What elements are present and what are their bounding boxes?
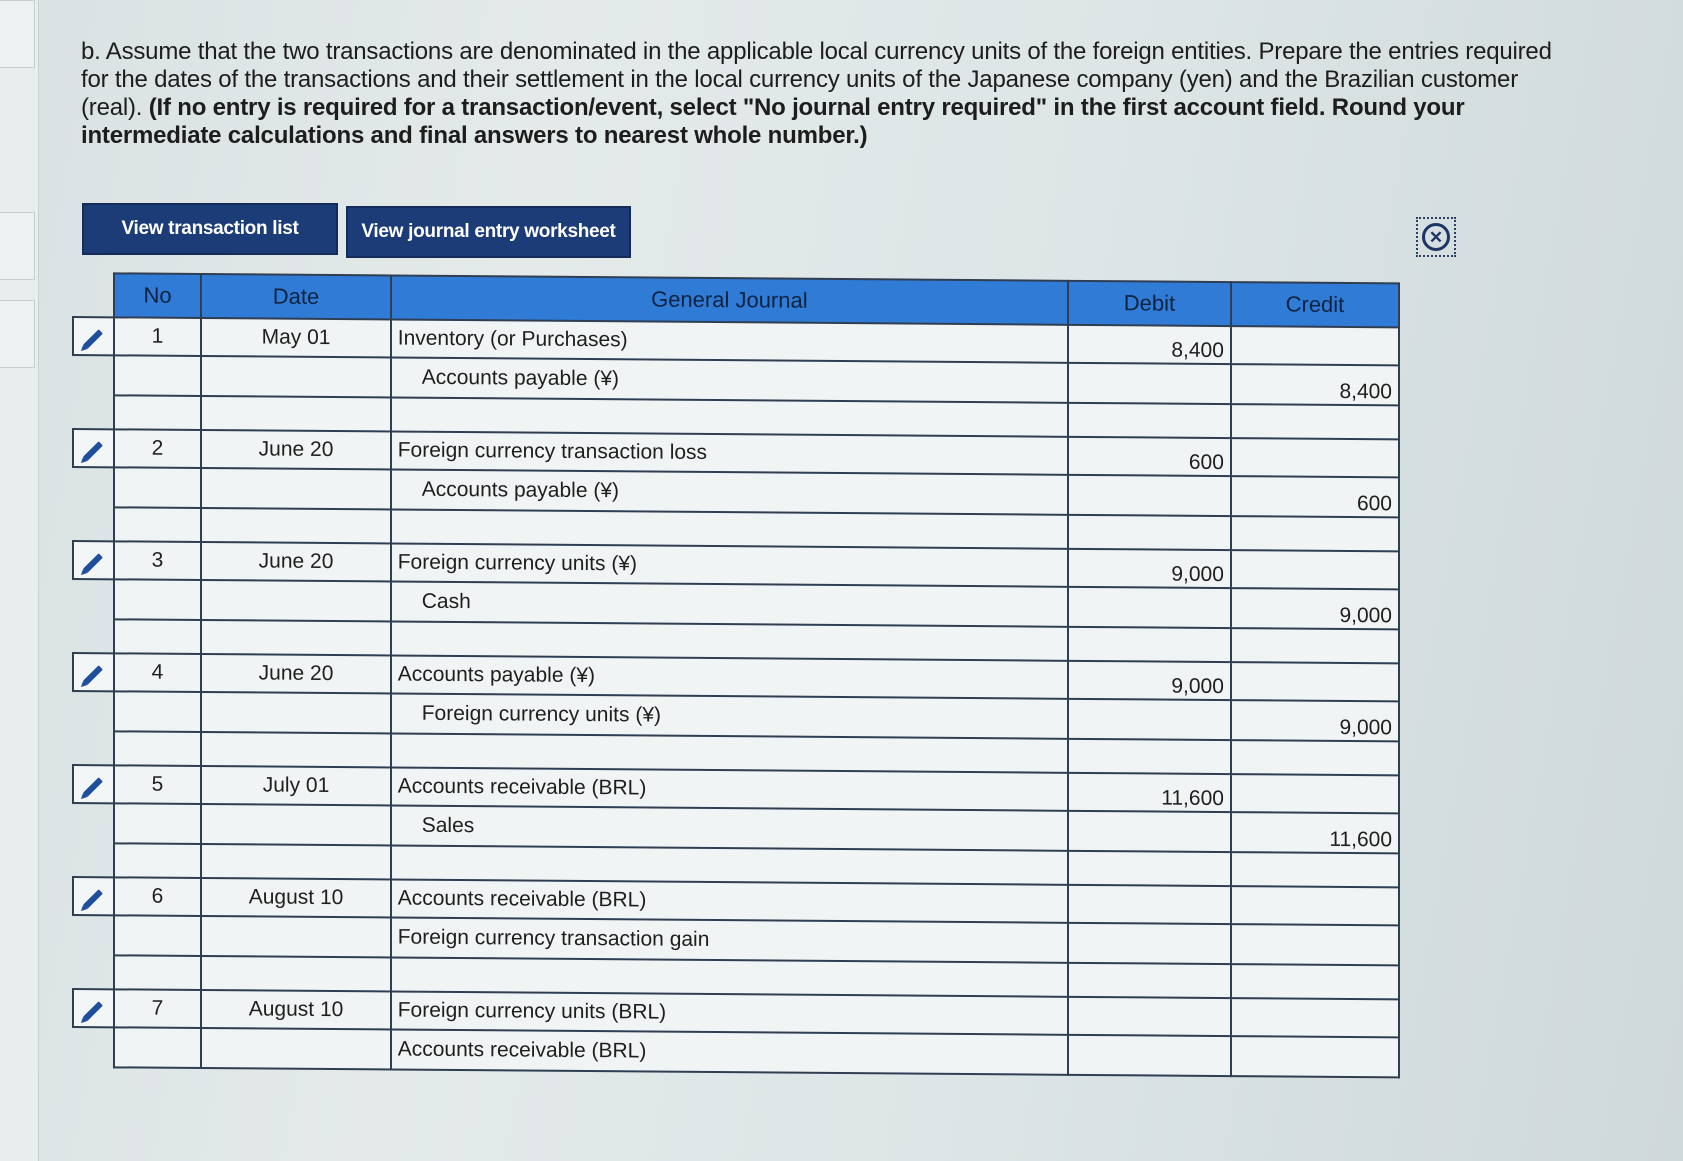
entry-number-empty bbox=[114, 915, 202, 956]
edit-spacer bbox=[73, 395, 114, 429]
blank-cell bbox=[114, 507, 202, 542]
close-button[interactable] bbox=[1416, 217, 1456, 257]
blank-cell bbox=[1068, 403, 1231, 438]
entry-date-empty bbox=[201, 1028, 390, 1069]
account-field[interactable]: Accounts receivable (BRL) bbox=[391, 768, 1068, 811]
entry-number: 5 bbox=[114, 765, 202, 804]
account-field[interactable]: Inventory (or Purchases) bbox=[391, 320, 1068, 363]
credit-field[interactable] bbox=[1231, 924, 1399, 965]
edit-entry-button[interactable] bbox=[73, 541, 114, 579]
blank-cell bbox=[114, 843, 202, 878]
left-panel-tab[interactable] bbox=[0, 212, 35, 280]
blank-cell bbox=[114, 619, 202, 654]
left-panel-tab[interactable] bbox=[0, 0, 35, 68]
header-no: No bbox=[114, 273, 202, 318]
edit-entry-button[interactable] bbox=[73, 317, 114, 355]
blank-cell bbox=[391, 398, 1068, 437]
pencil-icon bbox=[83, 889, 103, 909]
entry-date-empty bbox=[201, 804, 390, 845]
edit-spacer bbox=[73, 507, 114, 541]
view-transaction-list-button[interactable]: View transaction list bbox=[82, 203, 338, 255]
blank-cell bbox=[1231, 964, 1399, 999]
entry-number: 3 bbox=[114, 541, 202, 580]
account-field[interactable]: Foreign currency units (¥) bbox=[391, 544, 1068, 587]
blank-cell bbox=[201, 844, 390, 879]
debit-field[interactable] bbox=[1068, 587, 1231, 628]
entry-number: 7 bbox=[114, 989, 202, 1028]
entry-date: June 20 bbox=[201, 654, 390, 693]
blank-cell bbox=[391, 958, 1068, 997]
blank-cell bbox=[1231, 404, 1399, 439]
question-instructions bbox=[81, 38, 1581, 150]
credit-field[interactable]: 9,000 bbox=[1231, 700, 1399, 741]
entry-date: August 10 bbox=[201, 990, 390, 1029]
account-field[interactable]: Accounts payable (¥) bbox=[391, 470, 1068, 515]
credit-field[interactable]: 11,600 bbox=[1231, 812, 1399, 853]
entry-date: July 01 bbox=[201, 766, 390, 805]
blank-cell bbox=[1068, 627, 1231, 662]
pencil-icon bbox=[83, 665, 103, 685]
entry-number: 6 bbox=[114, 877, 202, 916]
debit-field[interactable]: 9,000 bbox=[1068, 661, 1231, 700]
entry-number: 2 bbox=[114, 429, 202, 468]
blank-cell bbox=[114, 955, 202, 990]
account-field[interactable]: Cash bbox=[391, 582, 1068, 627]
blank-cell bbox=[1068, 851, 1231, 886]
credit-field[interactable] bbox=[1231, 550, 1399, 589]
account-field[interactable]: Sales bbox=[391, 806, 1068, 851]
pencil-icon bbox=[83, 329, 103, 349]
left-panel-tab[interactable] bbox=[0, 300, 35, 368]
credit-field[interactable] bbox=[1231, 1036, 1399, 1077]
account-field[interactable]: Accounts receivable (BRL) bbox=[391, 1030, 1068, 1075]
credit-field[interactable] bbox=[1231, 998, 1399, 1037]
edit-spacer bbox=[73, 731, 114, 765]
blank-cell bbox=[1068, 963, 1231, 998]
blank-cell bbox=[201, 956, 390, 991]
credit-field[interactable] bbox=[1231, 326, 1399, 365]
edit-spacer bbox=[73, 467, 114, 507]
account-field[interactable]: Accounts payable (¥) bbox=[391, 358, 1068, 403]
entry-date: May 01 bbox=[201, 318, 390, 357]
entry-number-empty bbox=[114, 467, 202, 508]
edit-spacer bbox=[73, 619, 114, 653]
credit-field[interactable] bbox=[1231, 774, 1399, 813]
debit-field[interactable] bbox=[1068, 811, 1231, 852]
credit-field[interactable]: 9,000 bbox=[1231, 588, 1399, 629]
edit-entry-button[interactable] bbox=[73, 429, 114, 467]
credit-field[interactable] bbox=[1231, 662, 1399, 701]
pencil-icon bbox=[83, 441, 103, 461]
blank-cell bbox=[201, 732, 390, 767]
blank-cell bbox=[1068, 739, 1231, 774]
entry-date-empty bbox=[201, 356, 390, 397]
edit-spacer bbox=[73, 915, 114, 955]
blank-cell bbox=[201, 508, 390, 543]
blank-cell bbox=[391, 846, 1068, 885]
pencil-icon bbox=[83, 777, 103, 797]
account-field[interactable]: Foreign currency units (¥) bbox=[391, 694, 1068, 739]
general-journal-table bbox=[72, 272, 1400, 1078]
account-field[interactable]: Foreign currency transaction gain bbox=[391, 918, 1068, 963]
blank-cell bbox=[114, 731, 202, 766]
credit-field[interactable]: 600 bbox=[1231, 476, 1399, 517]
edit-spacer bbox=[73, 803, 114, 843]
instructions-text: b. Assume that the two transactions are denominated in the applicable local currency units of the foreign entities. Prepare the entries required for the dates of the transactions and their settlement in the local currency units of the Japanese company (yen) and the Brazilian customer (real). bbox=[81, 38, 1552, 121]
debit-field[interactable]: 11,600 bbox=[1068, 773, 1231, 812]
blank-cell bbox=[201, 396, 390, 431]
debit-field[interactable] bbox=[1068, 885, 1231, 924]
close-circle-icon: ✕ bbox=[1422, 223, 1450, 251]
entry-number: 1 bbox=[114, 317, 202, 356]
entry-date-empty bbox=[201, 468, 390, 509]
edit-spacer bbox=[73, 691, 114, 731]
account-field[interactable]: Accounts receivable (BRL) bbox=[391, 880, 1068, 923]
edit-spacer bbox=[73, 355, 114, 395]
pencil-icon bbox=[83, 1001, 103, 1021]
blank-cell bbox=[1231, 628, 1399, 663]
edit-entry-button[interactable] bbox=[73, 877, 114, 915]
entry-date-empty bbox=[201, 580, 390, 621]
credit-field[interactable] bbox=[1231, 886, 1399, 925]
blank-cell bbox=[391, 510, 1068, 549]
blank-cell bbox=[391, 734, 1068, 773]
account-field[interactable]: Foreign currency units (BRL) bbox=[391, 992, 1068, 1035]
edit-entry-button[interactable] bbox=[73, 989, 114, 1027]
entry-date: August 10 bbox=[201, 878, 390, 917]
entry-date: June 20 bbox=[201, 430, 390, 469]
entry-date-empty bbox=[201, 916, 390, 957]
account-field[interactable]: Foreign currency transaction loss bbox=[391, 432, 1068, 475]
blank-cell bbox=[1068, 515, 1231, 550]
debit-field[interactable] bbox=[1068, 1035, 1231, 1076]
entry-date-empty bbox=[201, 692, 390, 733]
instructions-bold-text: (If no entry is required for a transaction/event, select "No journal entry required" in the first account field. Round your intermediate calculations and final answers to nearest whole number.) bbox=[81, 94, 1465, 149]
debit-field[interactable] bbox=[1068, 923, 1231, 964]
blank-cell bbox=[201, 620, 390, 655]
edit-column-header bbox=[73, 273, 114, 317]
blank-cell bbox=[1231, 516, 1399, 551]
edit-spacer bbox=[73, 579, 114, 619]
credit-field[interactable]: 8,400 bbox=[1231, 364, 1399, 405]
debit-field[interactable] bbox=[1068, 363, 1231, 404]
edit-spacer bbox=[73, 843, 114, 877]
header-date: Date bbox=[201, 274, 390, 319]
entry-number-empty bbox=[114, 1027, 202, 1068]
header-general-journal: General Journal bbox=[391, 276, 1068, 325]
entry-number: 4 bbox=[114, 653, 202, 692]
blank-cell bbox=[1231, 740, 1399, 775]
left-panel-edge bbox=[0, 0, 39, 1161]
debit-field[interactable] bbox=[1068, 997, 1231, 1036]
debit-field[interactable]: 600 bbox=[1068, 437, 1231, 476]
pencil-icon bbox=[83, 553, 103, 573]
blank-cell bbox=[391, 622, 1068, 661]
blank-cell bbox=[1231, 852, 1399, 887]
edit-entry-button[interactable] bbox=[73, 653, 114, 691]
header-credit: Credit bbox=[1231, 282, 1399, 327]
header-debit: Debit bbox=[1068, 281, 1231, 326]
blank-cell bbox=[114, 395, 202, 430]
view-journal-entry-worksheet-button[interactable]: View journal entry worksheet bbox=[346, 206, 631, 258]
entry-number-empty bbox=[114, 803, 202, 844]
debit-field[interactable]: 9,000 bbox=[1068, 549, 1231, 588]
debit-field[interactable] bbox=[1068, 475, 1231, 516]
entry-number-empty bbox=[114, 355, 202, 396]
entry-date: June 20 bbox=[201, 542, 390, 581]
entry-number-empty bbox=[114, 579, 202, 620]
debit-field[interactable] bbox=[1068, 699, 1231, 740]
account-field[interactable]: Accounts payable (¥) bbox=[391, 656, 1068, 699]
credit-field[interactable] bbox=[1231, 438, 1399, 477]
edit-entry-button[interactable] bbox=[73, 765, 114, 803]
debit-field[interactable]: 8,400 bbox=[1068, 325, 1231, 364]
edit-spacer bbox=[73, 1027, 114, 1067]
journal-body bbox=[73, 317, 1399, 1077]
entry-number-empty bbox=[114, 691, 202, 732]
edit-spacer bbox=[73, 955, 114, 989]
